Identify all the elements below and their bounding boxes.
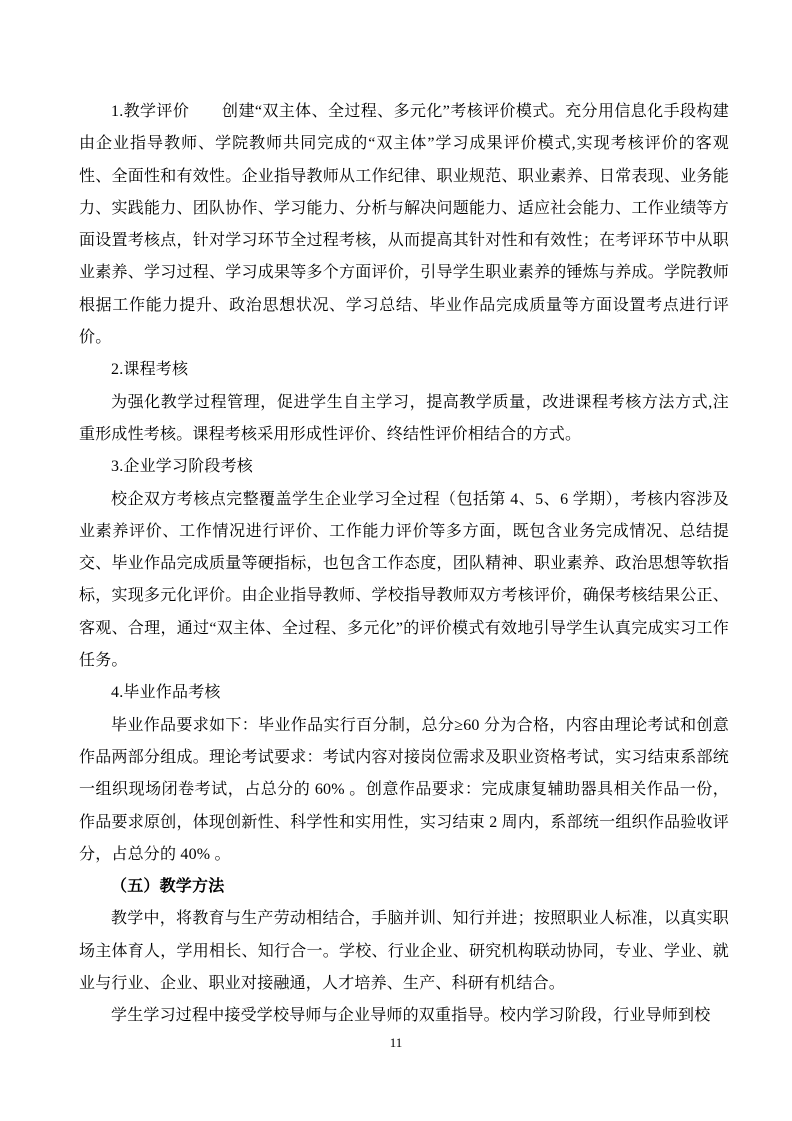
paragraph-teaching-methods-1: 教学中，将教育与生产劳动相结合，手脑并训、知行并进；按照职业人标准，以真实职场主体育人，学用相长、知行合一。学校、行业企业、研究机构联动协同，专业、学业、就业与行业、企业、职业对接融通，人才培养、生产、科研有机结合。 bbox=[79, 910, 729, 993]
paragraph-enterprise-learning-assessment: 校企双方考核点完整覆盖学生企业学习全过程（包括第 4、5、6 学期），考核内容涉及业素养评价、工作情况进行评价、工作能力评价等多方面，既包含业务完成情况、总结提交、毕业作品完成质量等硬指标，也包含工作态度，团队精神、职业素养、政治思想等软指标，实现多元化评价。由企业指导教师、学校指导教师双方考核评价，确保考核结果公正、客观、合理，通过“双主体、全过程、多元化”的评价模式有效地引导学生认真完成实习工作任务。 bbox=[79, 490, 729, 670]
paragraph-teaching-evaluation: 1.教学评价 创建“双主体、全过程、多元化”考核评价模式。充分用信息化手段构建由企业指导教师、学院教师共同完成的“双主体”学习成果评价模式,实现考核评价的客观性、全面性和有效性。企业指导教师从工作纪律、职业规范、职业素养、日常表现、业务能力、实践能力、团队协作、学习能力、分析与解决问题能力、适应社会能力、工作业绩等方面设置考核点，针对学习环节全过程考核，从而提高其针对性和有效性；在考评环节中从职业素养、学习过程、学习成果等多个方面评价，引导学生职业素养的锤炼与养成。学院教师根据工作能力提升、政治思想状况、学习总结、毕业作品完成质量等方面设置考点进行评价。 bbox=[79, 103, 729, 347]
heading-course-assessment: 2.课程考核 bbox=[111, 361, 189, 379]
heading-graduation-work-assessment: 4.毕业作品考核 bbox=[111, 684, 221, 702]
paragraph-teaching-methods-2: 学生学习过程中接受学校导师与企业导师的双重指导。校内学习阶段，行业导师到校 bbox=[111, 1007, 711, 1025]
paragraph-course-assessment: 为强化教学过程管理，促进学生自主学习，提高教学质量，改进课程考核方法方式,注重形成性考核。课程考核采用形成性评价、终结性评价相结合的方式。 bbox=[79, 393, 729, 443]
page-number: 11 bbox=[389, 1035, 403, 1050]
section-heading-teaching-methods: （五）教学方法 bbox=[111, 878, 225, 896]
paragraph-graduation-work-assessment: 毕业作品要求如下：毕业作品实行百分制，总分≥60 分为合格，内容由理论考试和创意作品两部分组成。理论考试要求：考试内容对接岗位需求及职业资格考试，实习结束系部统一组织现场闭卷考试，占总分的 60% 。创意作品要求：完成康复辅助器具相关作品一份，作品要求原创，体现创新性、科学性和实用性，实习结束 2 周内，系部统一组织作品验收评分，占总分的 40% 。 bbox=[79, 716, 729, 863]
document-body bbox=[79, 96, 729, 1033]
heading-enterprise-learning-assessment: 3.企业学习阶段考核 bbox=[111, 458, 254, 476]
